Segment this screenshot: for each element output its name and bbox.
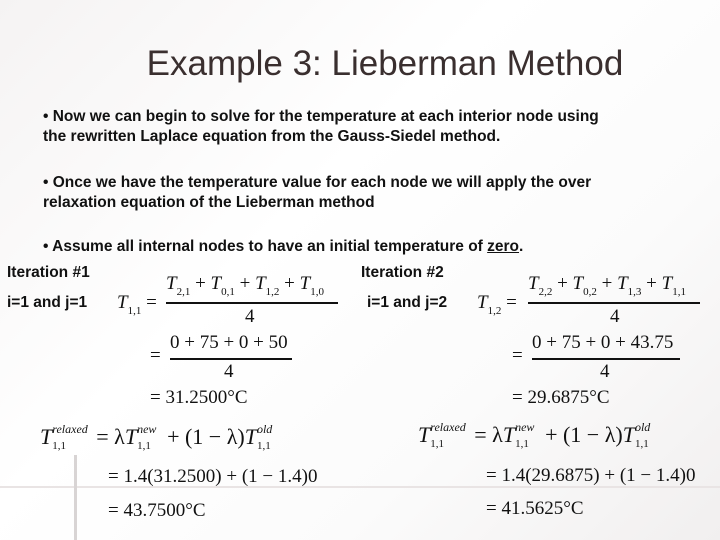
iteration-1-indices-j: j <box>65 294 70 311</box>
iteration-2-indices-prefix: i=1 and <box>367 294 426 311</box>
eq2-step2-equals: = <box>512 345 523 366</box>
eq2-step2-denominator: 4 <box>600 361 610 382</box>
eq1-denominator: 4 <box>245 306 255 327</box>
eq2-lhs: $T_{1,2}$ = <box>477 292 517 317</box>
relax2-result: = 41.5625°C <box>486 498 584 519</box>
bullet-1 <box>43 107 703 147</box>
bullet-3-period: . <box>519 238 524 255</box>
eq2-step2-fraction-line <box>532 358 680 360</box>
eq1-step2-denominator: 4 <box>224 361 234 382</box>
slide-title: Example 3: Lieberman Method <box>146 44 624 83</box>
relax2-equation: T relaxed 1,1 = λT new 1,1 + (1 − λ)T old 1,1 <box>418 419 651 450</box>
eq2-step2-numerator: 0 + 75 + 0 + 43.75 <box>532 332 674 353</box>
bullet-2-line-2: relaxation equation of the Lieberman method <box>43 194 375 211</box>
eq1-step2-equals: = <box>150 345 161 366</box>
iteration-2-indices-suffix: =2 <box>429 294 448 311</box>
bullet-1-line-1: • Now we can begin to solve for the temperature at each interior node using <box>43 108 599 125</box>
eq1-result: = 31.2500°C <box>150 387 248 408</box>
bullet-3 <box>43 237 703 257</box>
iteration-1-label: Iteration #1 <box>7 264 90 281</box>
bullet-1-line-2: the rewritten Laplace equation from the Gauss-Siedel method. <box>43 128 501 145</box>
iteration-2-indices <box>367 294 447 312</box>
relax1-result: = 43.7500°C <box>108 500 206 521</box>
eq2-fraction-line <box>528 302 700 304</box>
relax1-step: = 1.4(31.2500) + (1 − 1.4)0 <box>108 466 318 487</box>
relax1-equation: T relaxed 1,1 = λT new 1,1 + (1 − λ)T old 1,1 <box>40 421 273 452</box>
iteration-1-indices <box>7 294 87 312</box>
bullet-3-text: • Assume all internal nodes to have an initial temperature of <box>43 238 488 255</box>
bullet-3-zero: zero <box>487 238 520 255</box>
iteration-1-indices-suffix: =1 <box>69 294 88 311</box>
bullet-2 <box>43 173 703 213</box>
eq2-denominator: 4 <box>610 306 620 327</box>
decorative-vertical-line <box>74 455 77 540</box>
relax2-step: = 1.4(29.6875) + (1 − 1.4)0 <box>486 465 696 486</box>
iteration-2-indices-j: j <box>425 294 430 311</box>
eq1-step2-numerator: 0 + 75 + 0 + 50 <box>170 332 288 353</box>
eq1-lhs: $T_{1,1}$ = <box>117 292 157 317</box>
eq2-result: = 29.6875°C <box>512 387 610 408</box>
eq2-numerator: $T_{2,2} + T_{0,2} + T_{1,3} + T_{1,1}$ <box>528 273 686 298</box>
bullet-2-line-1: • Once we have the temperature value for each node we will apply the over <box>43 174 592 191</box>
iteration-1-indices-prefix: i=1 and <box>7 294 66 311</box>
eq1-fraction-line <box>166 302 338 304</box>
eq1-numerator: $T_{2,1} + T_{0,1} + T_{1,2} + T_{1,0}$ <box>166 273 324 298</box>
iteration-2-label: Iteration #2 <box>361 264 444 281</box>
eq1-step2-fraction-line <box>170 358 292 360</box>
